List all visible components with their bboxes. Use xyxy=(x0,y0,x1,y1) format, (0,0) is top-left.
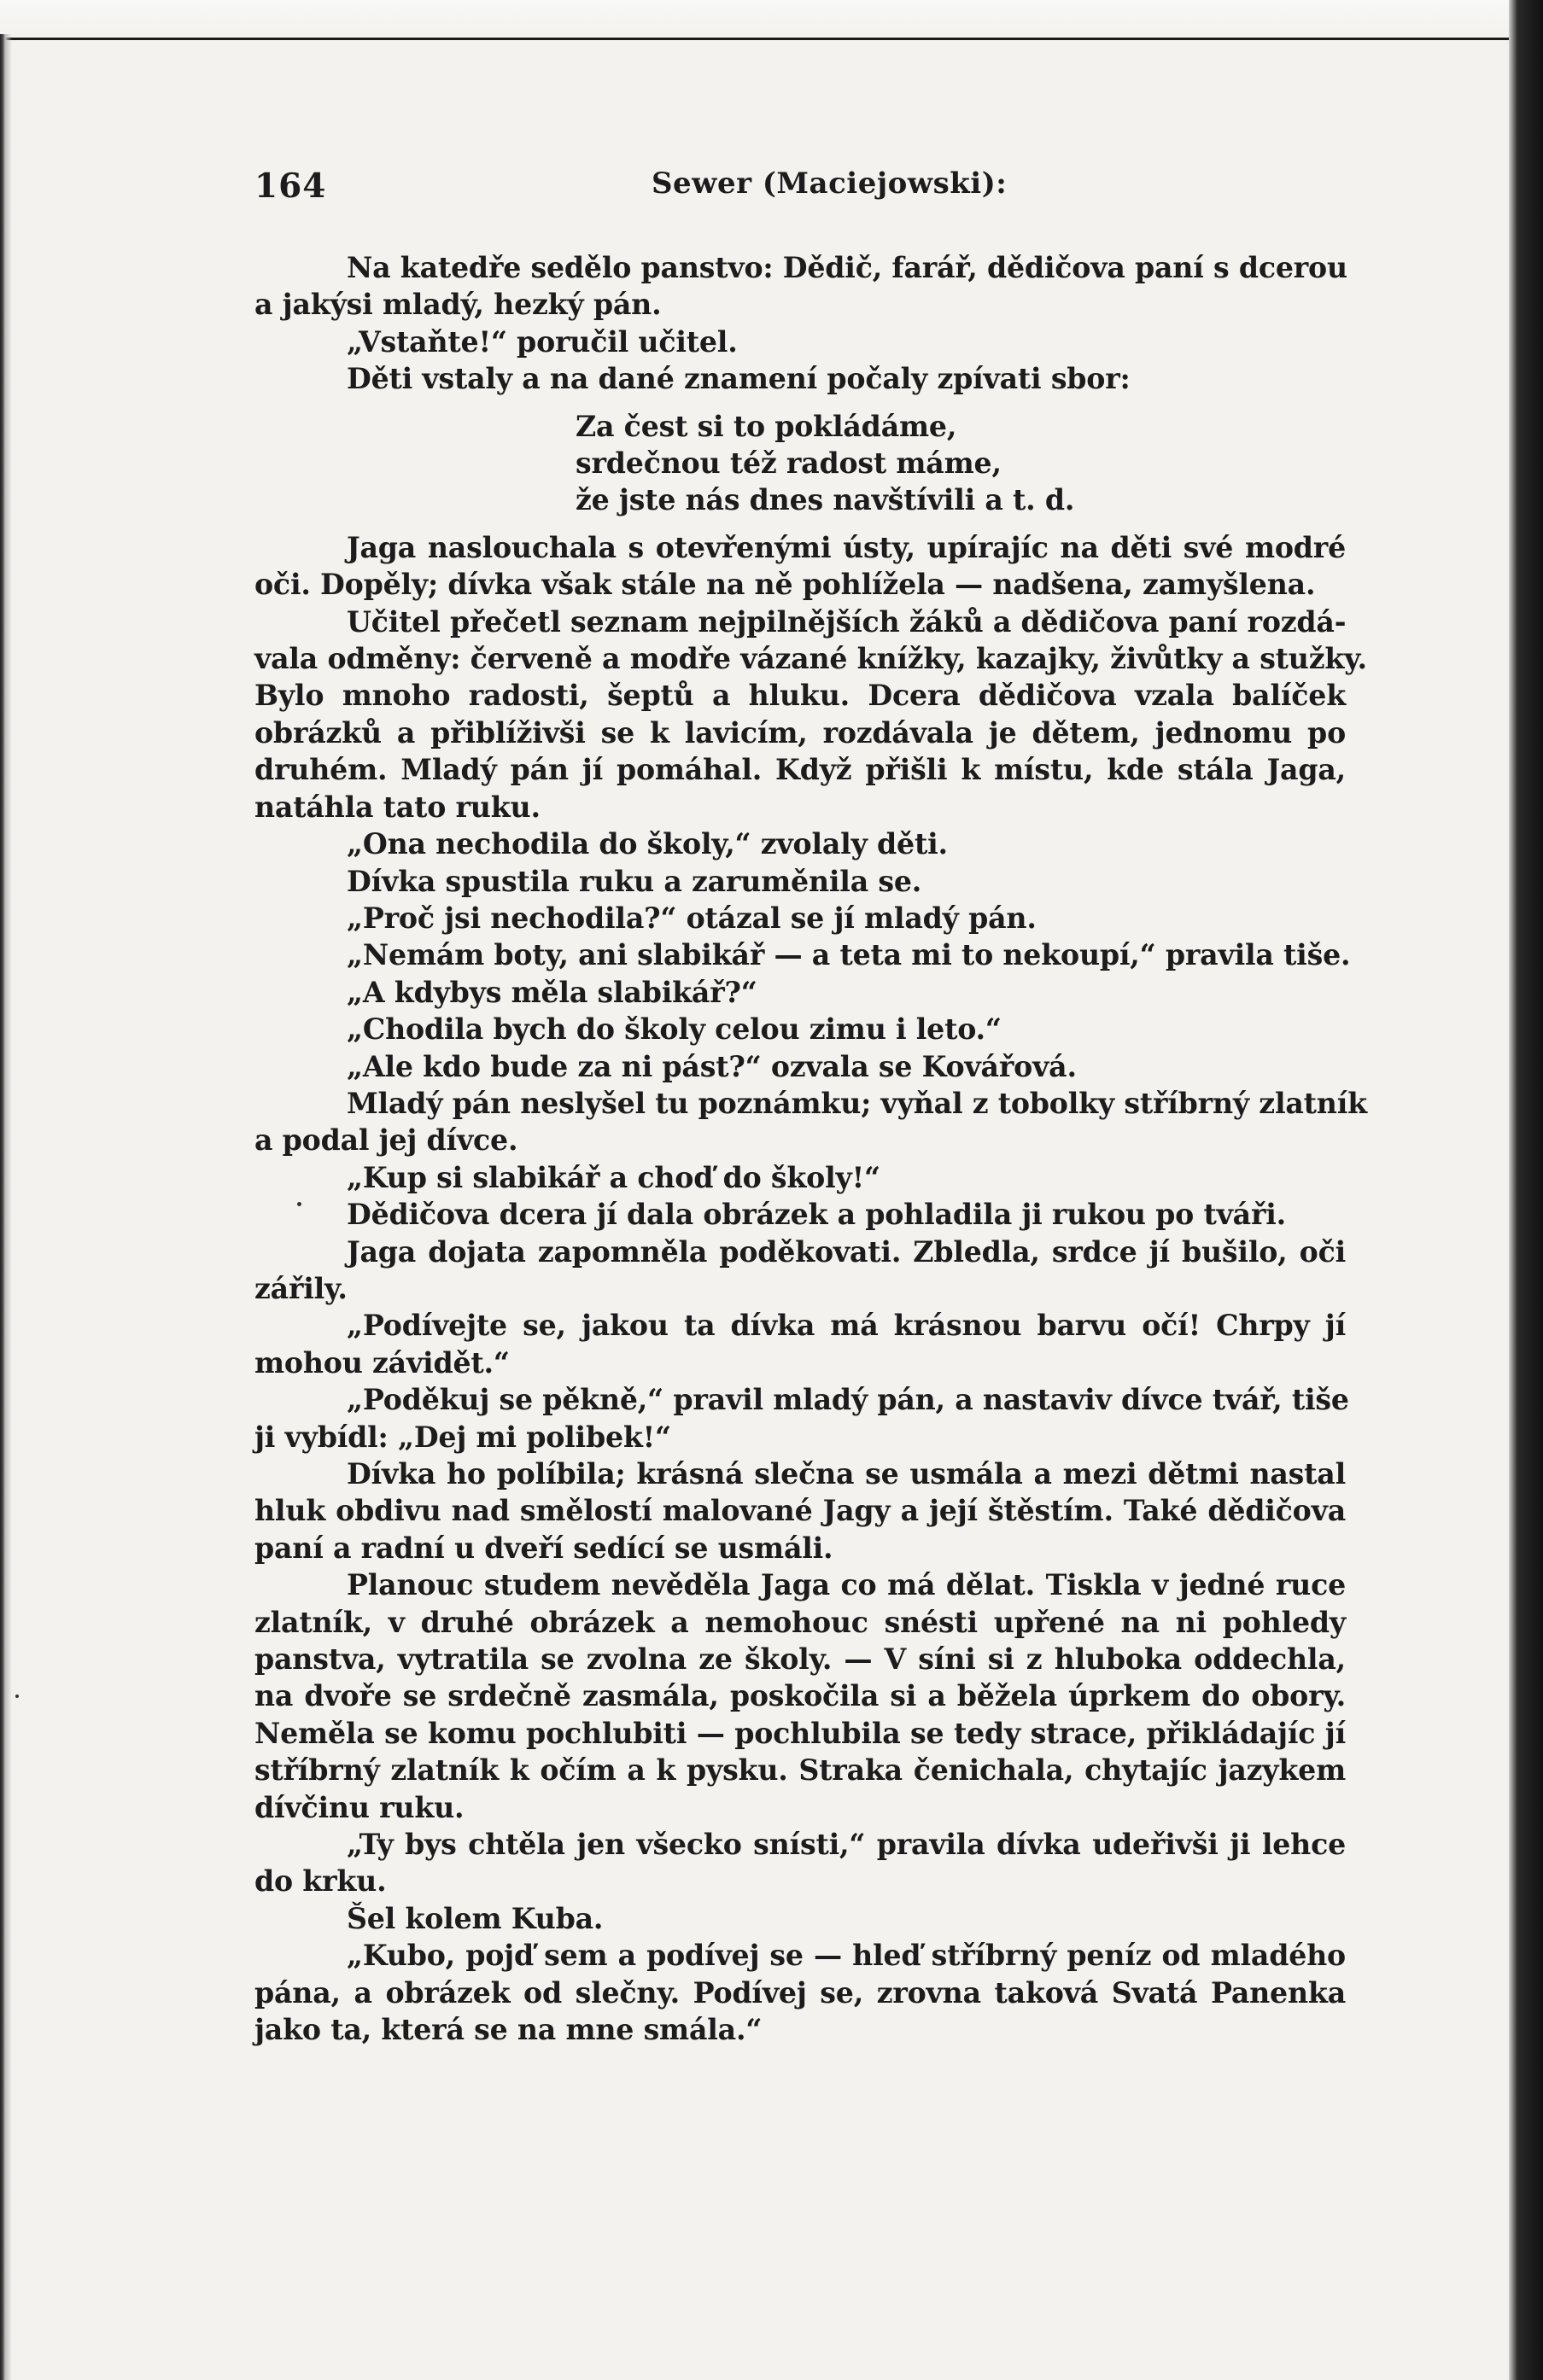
text-line: „Proč jsi nechodila?“ otázal se jí mladý pán. xyxy=(347,901,1037,935)
text-line: vala odměny: červeně a modře vázané knížky, kazajky, živůtky a stužky. xyxy=(254,642,1367,676)
text-line: a podal jej dívce. xyxy=(254,1123,518,1158)
verse-line: Za čest si to pokládáme, xyxy=(576,409,957,443)
scan-left-edge xyxy=(0,34,12,2380)
text-line: druhém. Mladý pán jí pomáhal. Když přišli k místu, kde stála Jaga, xyxy=(254,753,1346,787)
text-line: „Poděkuj se pěkně,“ pravil mladý pán, a nastaviv dívce tvář, tiše xyxy=(347,1383,1349,1417)
paragraph-group-main xyxy=(254,529,1367,2049)
paragraph xyxy=(254,604,1367,825)
paragraph xyxy=(254,249,1346,324)
text-line: stříbrný zlatník k očím a k pysku. Straka čenichala, chytajíc jazykem xyxy=(254,1753,1346,1788)
text-line: zlatník, v druhé obrázek a nemohouc snésti upřené na ni pohledy xyxy=(254,1605,1346,1639)
text-line: „Ale kdo bude za ni pást?“ ozvala se Kovářová. xyxy=(347,1049,1077,1083)
paragraph xyxy=(254,1234,1346,1308)
scan-speck xyxy=(297,1202,301,1206)
verse-block xyxy=(576,408,1346,519)
paragraph xyxy=(254,974,1346,1011)
text-line: „Ty bys chtěla jen všecko snísti,“ pravila dívka udeřivši ji lehce xyxy=(347,1828,1346,1862)
text-line: „Nemám boty, ani slabikář — a teta mi to nekoupí,“ pravila tiše. xyxy=(347,938,1351,972)
text-line: Dívka ho políbila; krásná slečna se usmála a mezi dětmi nastal xyxy=(347,1457,1346,1490)
text-line: „Kubo, pojď sem a podívej se — hleď stříbrný peníz od mladého xyxy=(347,1939,1346,1973)
paragraph xyxy=(254,1900,1346,1937)
paragraph xyxy=(254,1937,1346,2048)
text-line: ji vybídl: „Dej mi polibek!“ xyxy=(254,1420,671,1454)
text-line: Bylo mnoho radosti, šeptů a hluku. Dcera dědičova vzala balíček xyxy=(254,679,1346,713)
page-number: 164 xyxy=(254,166,327,206)
verse-line: srdečnou též radost máme, xyxy=(576,446,1002,481)
paragraph xyxy=(254,1196,1346,1233)
text-line: zářily. xyxy=(254,1271,348,1305)
body-text xyxy=(254,249,1367,2049)
text-line: hluk obdivu nad smělostí malované Jagy a její štěstím. Také dědičova xyxy=(254,1494,1346,1528)
paragraph xyxy=(254,1307,1346,1381)
paragraph xyxy=(254,1826,1346,1900)
text-line: „Kup si slabikář a choď do školy!“ xyxy=(347,1160,880,1194)
text-line: oči. Dopěly; dívka však stále na ně pohlížela — nadšena, zamyšlena. xyxy=(254,568,1316,602)
text-line: Děti vstaly a na dané znamení počaly zpívati sbor: xyxy=(347,362,1131,396)
paragraph xyxy=(254,529,1346,604)
text-line: Jaga naslouchala s otevřenými ústy, upírajíc na děti své modré xyxy=(347,530,1346,564)
paragraph xyxy=(254,825,1346,862)
text-line: natáhla tato ruku. xyxy=(254,790,541,824)
text-line: paní a radní u dveří sedící se usmáli. xyxy=(254,1531,833,1565)
text-line: „Podívejte se, jakou ta dívka má krásnou barvu očí! Chrpy jí xyxy=(347,1309,1346,1343)
paragraph xyxy=(254,360,1346,397)
text-line: Mladý pán neslyšel tu poznámku; vyňal z tobolky stříbrný zlatník xyxy=(347,1086,1367,1120)
text-line: Na katedře sedělo panstvo: Dědič, farář, dědičova paní s dcerou xyxy=(347,251,1347,284)
paragraph xyxy=(254,863,1346,900)
scan-speck xyxy=(15,1695,19,1698)
text-line: obrázků a přiblíživši se k lavicím, rozdávala je dětem, jednomu po xyxy=(254,715,1346,750)
text-line: mohou závidět.“ xyxy=(254,1345,510,1380)
paragraph xyxy=(254,1159,1346,1196)
paragraph xyxy=(254,324,1346,360)
paragraph xyxy=(254,1566,1346,1826)
text-line: „Chodila bych do školy celou zimu i leto.“ xyxy=(347,1012,1002,1047)
scan-right-edge xyxy=(1509,0,1543,2380)
text-line: jako ta, která se na mne smála.“ xyxy=(254,2013,763,2047)
text-line: Dědičova dcera jí dala obrázek a pohladila ji rukou po tváři. xyxy=(347,1198,1287,1232)
paragraph xyxy=(254,900,1346,936)
text-line: Dívka spustila ruku a zaruměnila se. xyxy=(347,864,922,898)
text-line: „Vstaňte!“ poručil učitel. xyxy=(347,324,738,359)
text-line: do krku. xyxy=(254,1864,387,1899)
paragraph xyxy=(254,1048,1346,1085)
scan-top-edge xyxy=(0,0,1543,40)
verse-line: že jste nás dnes navštívili a t. d. xyxy=(576,483,1075,517)
text-line: Jaga dojata zapomněla poděkovati. Zbledla, srdce jí bušilo, oči xyxy=(347,1234,1346,1269)
paragraph xyxy=(254,936,1351,973)
text-line: panstva, vytratila se zvolna ze školy. — V síni si z hluboka oddechla, xyxy=(254,1642,1346,1677)
text-line: Planouc studem nevěděla Jaga co má dělat. Tiskla v jedné ruce xyxy=(347,1568,1346,1602)
paragraph xyxy=(254,1085,1367,1159)
text-line: na dvoře se srdečně zasmála, poskočila si a běžela úprkem do obory. xyxy=(254,1679,1346,1713)
page-header xyxy=(254,166,1415,209)
paragraph-group-top xyxy=(254,249,1346,398)
text-line: a jakýsi mladý, hezký pán. xyxy=(254,288,662,322)
text-line: pána, a obrázek od slečny. Podívej se, zrovna taková Svatá Panenka xyxy=(254,1975,1346,2010)
running-head: Sewer (Maciejowski): xyxy=(652,166,1008,201)
text-line: Šel kolem Kuba. xyxy=(347,1901,604,1935)
text-line: dívčinu ruku. xyxy=(254,1790,465,1824)
paragraph xyxy=(254,1011,1346,1047)
text-line: Neměla se komu pochlubiti — pochlubila se tedy strace, přikládajíc jí xyxy=(254,1716,1346,1750)
text-line: „A kdybys měla slabikář?“ xyxy=(347,975,757,1009)
paragraph xyxy=(254,1455,1346,1566)
text-line: „Ona nechodila do školy,“ zvolaly děti. xyxy=(347,827,948,861)
text-line: Učitel přečetl seznam nejpilnějších žáků a dědičova paní rozdá- xyxy=(347,604,1347,639)
paragraph xyxy=(254,1381,1349,1455)
